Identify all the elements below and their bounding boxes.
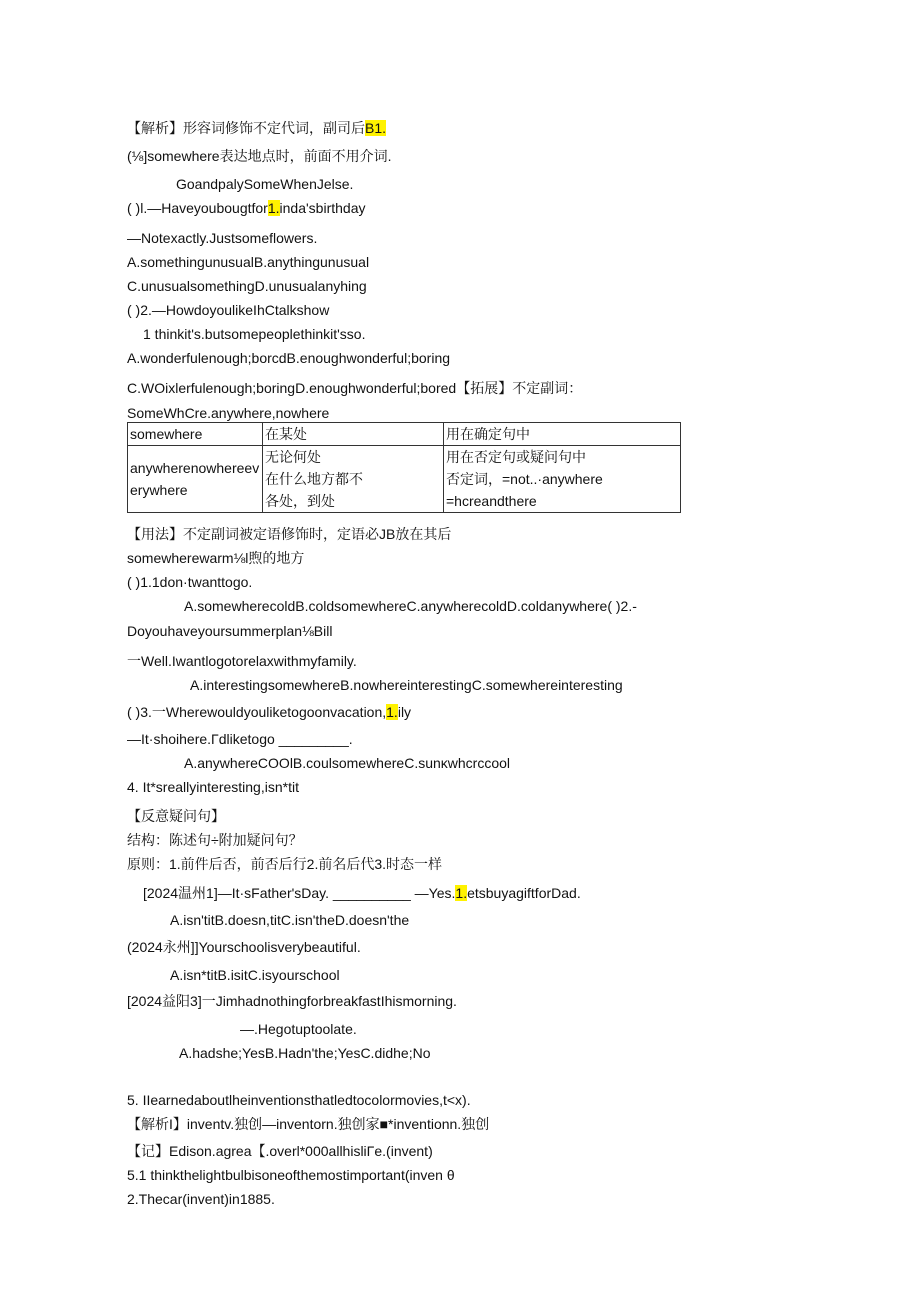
- cell-line: 否定词，=not..·anywhere: [446, 471, 603, 487]
- line-text: ( )l.—Haveyoubougtfor: [127, 200, 268, 216]
- text-line: [127, 229, 317, 247]
- line-text: 1 thinkit's.butsomepeoplethinkit'sso.: [143, 326, 366, 342]
- text-line: [127, 730, 353, 748]
- line-text: 【解析I】inventv.独创—inventorn.独创家■*inventionn.独创: [127, 1116, 490, 1132]
- text-line: [127, 831, 303, 849]
- highlight-mark: B1.: [365, 120, 387, 136]
- text-line: [127, 1091, 471, 1109]
- line-text: A.hadshe;YesB.Hadn'the;YesC.didhe;No: [179, 1045, 431, 1061]
- text-line: [127, 379, 582, 397]
- text-line: [143, 325, 365, 343]
- table-cell: [444, 446, 681, 513]
- highlight-mark: 1.: [267, 200, 280, 216]
- cell-line: 在什么地方都不: [265, 471, 363, 487]
- text-line: [127, 277, 367, 295]
- line-text: 2.Thecar(invent)in1885.: [127, 1191, 275, 1207]
- line-text: (2024永州]]Yourschoolisverybeautiful.: [127, 939, 361, 955]
- cell-line: 用在否定句或疑问句中: [446, 449, 586, 465]
- line-text: 5. IIearnedaboutlheinventionsthatledtocolormovies,t<x).: [127, 1092, 471, 1108]
- text-line: [127, 622, 332, 640]
- text-line: [127, 147, 391, 165]
- cell-line: =hcreandthere: [446, 493, 537, 509]
- text-line: [127, 1166, 455, 1184]
- line-text: [2024益阳3]一JimhadnothingforbreakfastIhismorning.: [127, 993, 457, 1009]
- line-text: 结构：陈述句÷附加疑问句？: [127, 832, 303, 848]
- text-line: [170, 911, 409, 929]
- line-text: 【记】Edison.agrea【.overl*000allhisliΓe.(invent): [127, 1143, 433, 1159]
- table-row: [128, 423, 681, 446]
- line-text: 【反意疑问句】: [127, 808, 225, 824]
- text-line: [127, 119, 386, 137]
- cell-line: 无论何处: [265, 449, 321, 465]
- line-text: somewherewarm⅛l煦的地方: [127, 550, 305, 566]
- line-text: C.WOixlerfulenough;boringD.enoughwonderful;bored【拓展】不定副词：: [127, 380, 583, 396]
- table-row: [128, 446, 681, 513]
- text-line: [179, 1044, 431, 1062]
- text-line: [127, 199, 365, 217]
- highlight-mark: 1.: [386, 704, 398, 720]
- line-text: C.unusualsomethingD.unusualanyhing: [127, 278, 367, 294]
- text-line: [127, 778, 299, 796]
- text-line: [143, 884, 581, 902]
- line-text: ( )3.一Wherewouldyouliketogoonvacation,: [127, 704, 387, 720]
- text-line: [127, 573, 252, 591]
- text-line: [127, 855, 442, 873]
- line-text: [2024温州1]—It·sFather'sDay. __________ —Yes.: [143, 885, 456, 901]
- line-text: SomeWhCre.anywhere,nowhere: [127, 405, 330, 421]
- line-text: ( )2.—HowdoyoulikeIhCtalkshow: [127, 302, 330, 318]
- table-cell: anywherenowhereev erywhere: [128, 446, 263, 513]
- line-text: GoandpalySomeWhenJelse.: [176, 176, 354, 192]
- line-text: 一Well.Iwantlogotorelaxwithmyfamily.: [127, 653, 357, 669]
- text-line: [127, 1115, 489, 1133]
- line-text: A.isn'titB.doesn,titC.isn'theD.doesn'the: [170, 912, 410, 928]
- line-text: A.anywhereCOOlB.coulsomewhereC.sunκwhcrccool: [184, 755, 511, 771]
- table-cell: somewhere: [128, 423, 263, 446]
- text-line: [127, 404, 329, 422]
- text-line: [184, 597, 637, 615]
- line-text: 4. It*sreallyinteresting,isn*tit: [127, 779, 299, 795]
- text-line: [170, 966, 340, 984]
- line-text-tail: etsbuyagiftforDad.: [467, 885, 581, 901]
- text-line: [127, 253, 369, 271]
- text-line: [190, 676, 623, 694]
- text-line: [127, 549, 304, 567]
- text-line: [127, 938, 361, 956]
- text-line: [176, 175, 353, 193]
- text-line: [127, 807, 225, 825]
- table-cell: 在某处: [263, 423, 444, 446]
- line-text-tail: ily: [397, 704, 412, 720]
- line-text: 5.1 thinkthelightbulbisoneofthemostimportant(inven θ: [127, 1167, 455, 1183]
- adverb-table: [127, 422, 681, 513]
- cell-line: 各处，到处: [265, 493, 335, 509]
- line-text: A.isn*titB.isitC.isyourschool: [170, 967, 340, 983]
- line-text: 原则：1.前件后否，前否后行2.前名后代3.时态一样: [127, 856, 443, 872]
- text-line: [127, 652, 357, 670]
- line-text: (⅛]somewhere表达地点时，前面不用介词.: [127, 148, 392, 164]
- line-text: Doyouhaveyoursummerplan⅛Bill: [127, 623, 333, 639]
- table-cell: [263, 446, 444, 513]
- text-line: [127, 1190, 275, 1208]
- text-line: [127, 525, 451, 543]
- highlight-mark: 1.: [455, 885, 468, 901]
- line-text: A.interestingsomewhereB.nowhereinterestingC.somewhereinteresting: [190, 677, 623, 693]
- text-line: [127, 1142, 433, 1160]
- line-text: A.wonderfulenough;borcdB.enoughwonderful;boring: [127, 350, 451, 366]
- line-text: 【用法】不定副词被定语修饰时，定语必JB放在其后: [127, 526, 452, 542]
- line-text: —It·shoihere.Γdliketogo _________.: [127, 731, 353, 747]
- text-line: [184, 754, 510, 772]
- text-line: [127, 703, 411, 721]
- line-text: A.somewherecoldB.coldsomewhereC.anywherecoldD.coldanywhere( )2.-: [184, 598, 637, 614]
- text-line: [240, 1020, 357, 1038]
- text-line: [127, 301, 329, 319]
- line-text: —Notexactly.Justsomeflowers.: [127, 230, 318, 246]
- text-line: [127, 349, 450, 367]
- table-cell: 用在确定句中: [444, 423, 681, 446]
- line-text: A.somethingunusualB.anythingunusual: [127, 254, 370, 270]
- text-line: [127, 992, 457, 1010]
- line-text: —.Hegotuptoolate.: [240, 1021, 357, 1037]
- line-text-tail: inda'sbirthday: [279, 200, 366, 216]
- line-text: ( )1.1don·twanttogo.: [127, 574, 253, 590]
- line-text: 【解析】形容词修饰不定代词，副司后: [127, 120, 365, 136]
